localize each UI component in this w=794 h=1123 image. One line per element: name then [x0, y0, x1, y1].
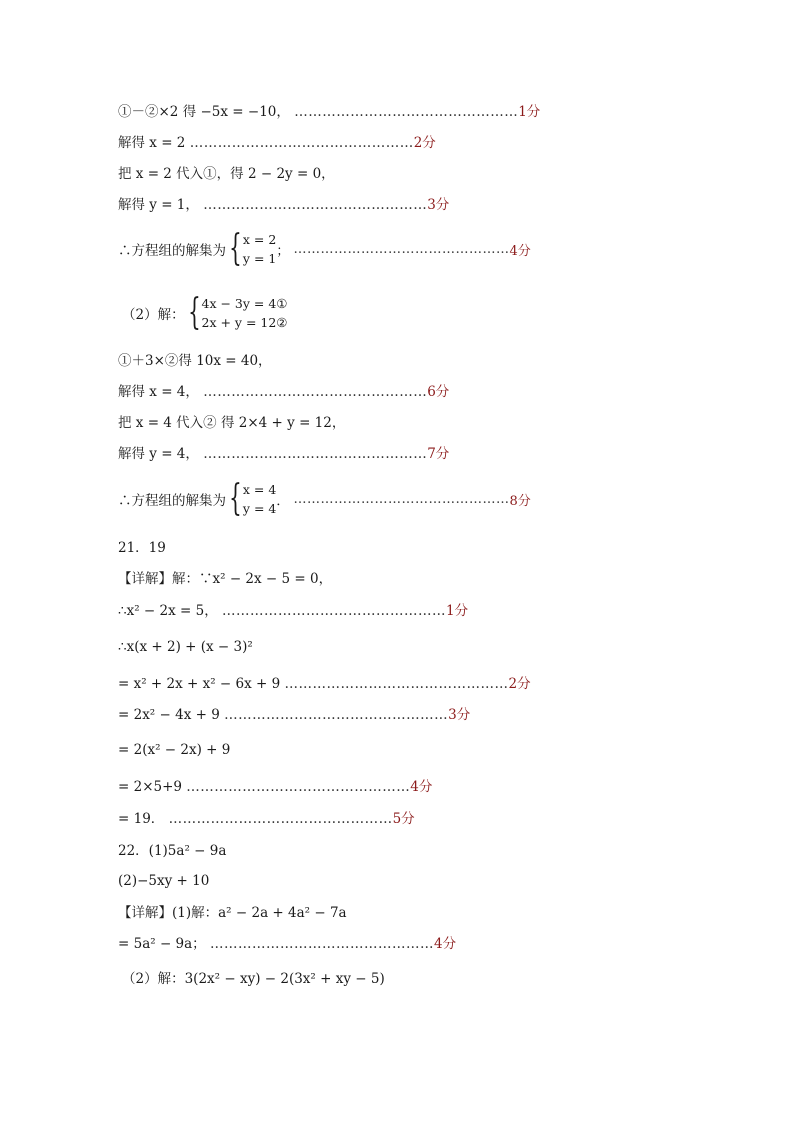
solution-line: = 2×5+9 …………………………………………4分 [118, 779, 433, 795]
solution-line: 解得 y = 1， …………………………………………3分 [118, 197, 450, 213]
solution-set-system: ∴方程组的解集为 { x = 2 y = 1 ； ………………………………………… 4分 [118, 228, 531, 269]
solution-line: 【详解】(1)解：a² − 2a + 4a² − 7a [118, 905, 347, 921]
equation-system: （2）解： { 4x − 3y = 4① 2x + y = 12② [122, 292, 288, 333]
points-label: 2分 [413, 135, 436, 151]
solution-line: = x² + 2x + x² − 6x + 9 …………………………………………2分 [118, 676, 531, 692]
solution-line: ∴x(x + 2) + (x − 3)² [118, 639, 253, 655]
solution-line: = 2x² − 4x + 9 …………………………………………3分 [118, 707, 471, 723]
question-number: 22．(1)5a² − 9a [118, 843, 227, 859]
points-label: 4分 [433, 936, 457, 952]
solution-line: = 19． …………………………………………5分 [118, 811, 415, 827]
points-label: 1分 [518, 104, 541, 120]
solution-line: ∴x² − 2x = 5， …………………………………………1分 [118, 603, 469, 619]
solution-line: = 5a² − 9a； …………………………………………4分 [118, 936, 457, 952]
solution-line: 解得 y = 4， …………………………………………7分 [118, 446, 450, 462]
points-label: 1分 [446, 603, 469, 619]
solution-line: = 2(x² − 2x) + 9 [118, 742, 231, 758]
solution-line: 【详解】解：∵x² − 2x − 5 = 0， [118, 571, 333, 587]
brace-icon: { [229, 228, 242, 269]
solution-line: ①＋3×②得 10x = 40， [118, 353, 272, 369]
points-label: 4分 [410, 779, 433, 795]
points-label: 8分 [509, 493, 531, 509]
points-label: 5分 [392, 811, 415, 827]
solution-line: ①－②×2 得 −5x = −10， …………………………………………1分 [118, 104, 541, 120]
points-label: 4分 [509, 243, 531, 259]
points-label: 3分 [427, 197, 450, 213]
answer-line: (2)−5xy + 10 [118, 873, 210, 889]
solution-line: （2）解：3(2x² − xy) − 2(3x² + xy − 5) [122, 971, 385, 987]
brace-icon: { [187, 292, 201, 333]
solution-line: 解得 x = 4， …………………………………………6分 [118, 384, 450, 400]
question-number: 21．19 [118, 540, 166, 556]
solution-line: 把 x = 4 代入② 得 2×4 + y = 12， [118, 415, 346, 431]
solution-line: 把 x = 2 代入①，得 2 − 2y = 0， [118, 166, 335, 182]
points-label: 7分 [427, 446, 450, 462]
solution-line: 解得 x = 2 …………………………………………2分 [118, 135, 436, 151]
points-label: 2分 [508, 676, 531, 692]
brace-icon: { [229, 478, 242, 519]
points-label: 6分 [427, 384, 450, 400]
solution-set-system: ∴方程组的解集为 { x = 4 y = 4 ． ………………………………………… 8分 [118, 478, 531, 519]
points-label: 3分 [448, 707, 471, 723]
